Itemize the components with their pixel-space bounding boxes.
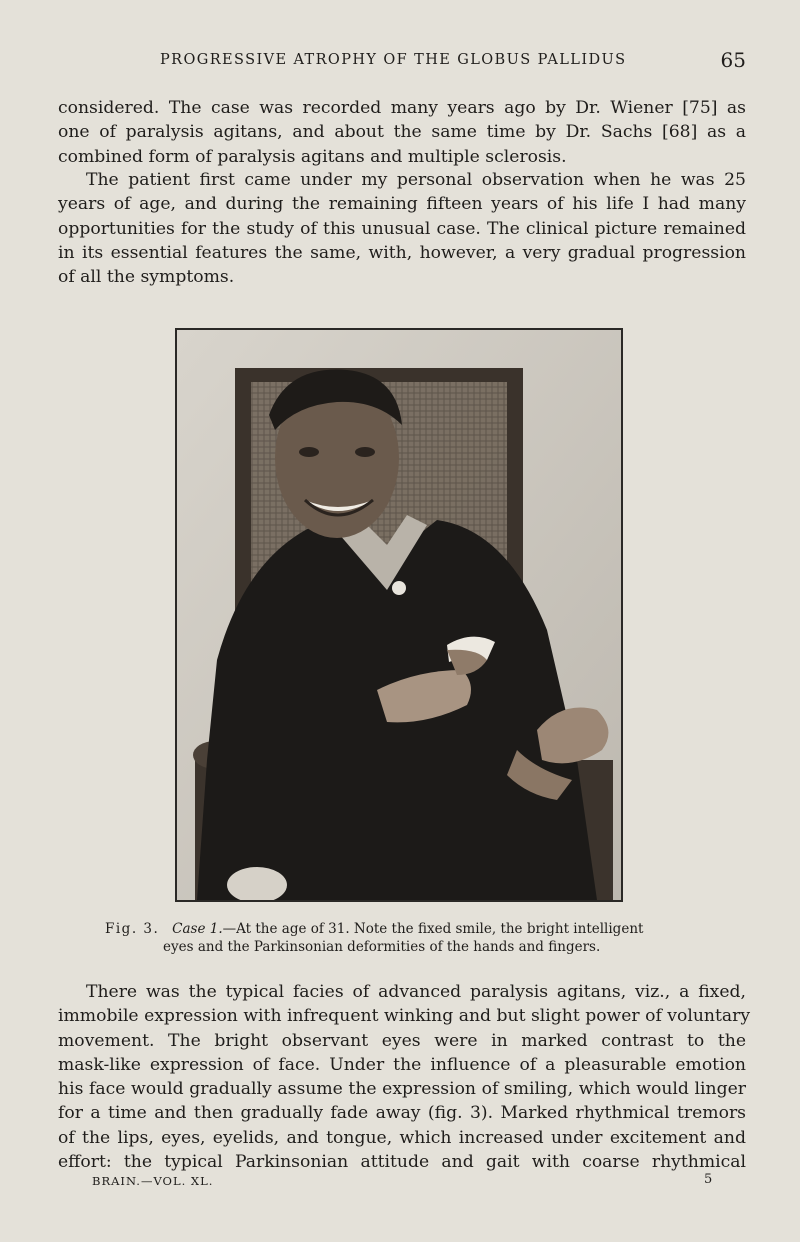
footer-journal-signature: BRAIN.—VOL. XL. [92, 1174, 214, 1188]
caption-text: —At the age of 31. Note the fixed smile, the bright intelligent [222, 921, 644, 937]
text-line: of the lips, eyes, eyelids, and tongue, which increased under excitement and [58, 1127, 746, 1148]
paragraph-2 [58, 168, 746, 289]
text-line: The patient first came under my personal observation when he was 25 [86, 170, 746, 190]
text-line: combined form of paralysis agitans and multiple sclerosis. [58, 146, 567, 167]
text-line: in its essential features the same, with, however, a very gradual progression [58, 242, 746, 263]
text-line: of all the symptoms. [58, 267, 235, 288]
text-line: movement. The bright observant eyes were in marked contrast to the [58, 1030, 746, 1051]
text-line: There was the typical facies of advanced paralysis agitans, viz., a fixed, [86, 982, 746, 1002]
text-line: his face would gradually assume the expression of smiling, which would linger [58, 1079, 746, 1100]
caption-line-2: eyes and the Parkinsonian deformities of the hands and fingers. [163, 939, 601, 955]
text-line: effort: the typical Parkinsonian attitude and gait with coarse rhythmical [58, 1152, 746, 1173]
text-line: one of paralysis agitans, and about the same time by Dr. Sachs [68] as a [58, 122, 746, 143]
photograph-illustration [177, 330, 621, 900]
footer-signature-number: 5 [704, 1172, 713, 1187]
paragraph-3 [58, 980, 751, 1174]
text-line: considered. The case was recorded many years ago by Dr. Wiener [75] as [58, 98, 746, 118]
case-label: Case 1. [172, 921, 223, 937]
figure-caption [105, 920, 705, 956]
text-line: mask-like expression of face. Under the influence of a pleasurable emotion [58, 1054, 746, 1075]
text-line: opportunities for the study of this unusual case. The clinical picture remained [58, 218, 746, 239]
paragraph-1 [58, 96, 746, 169]
page-number: 65 [720, 48, 746, 72]
text-line: immobile expression with infrequent winking and but slight power of voluntary [58, 1006, 751, 1027]
text-line: for a time and then gradually fade away (fig. 3). Marked rhythmical tremors [58, 1103, 746, 1124]
patient-photograph [175, 328, 623, 902]
text-line: years of age, and during the remaining fifteen years of his life I had many [58, 194, 746, 215]
figure-label: Fig. 3. [105, 921, 160, 937]
caption-line-1 [105, 920, 705, 938]
running-head-title: PROGRESSIVE ATROPHY OF THE GLOBUS PALLIDUS [160, 52, 627, 68]
